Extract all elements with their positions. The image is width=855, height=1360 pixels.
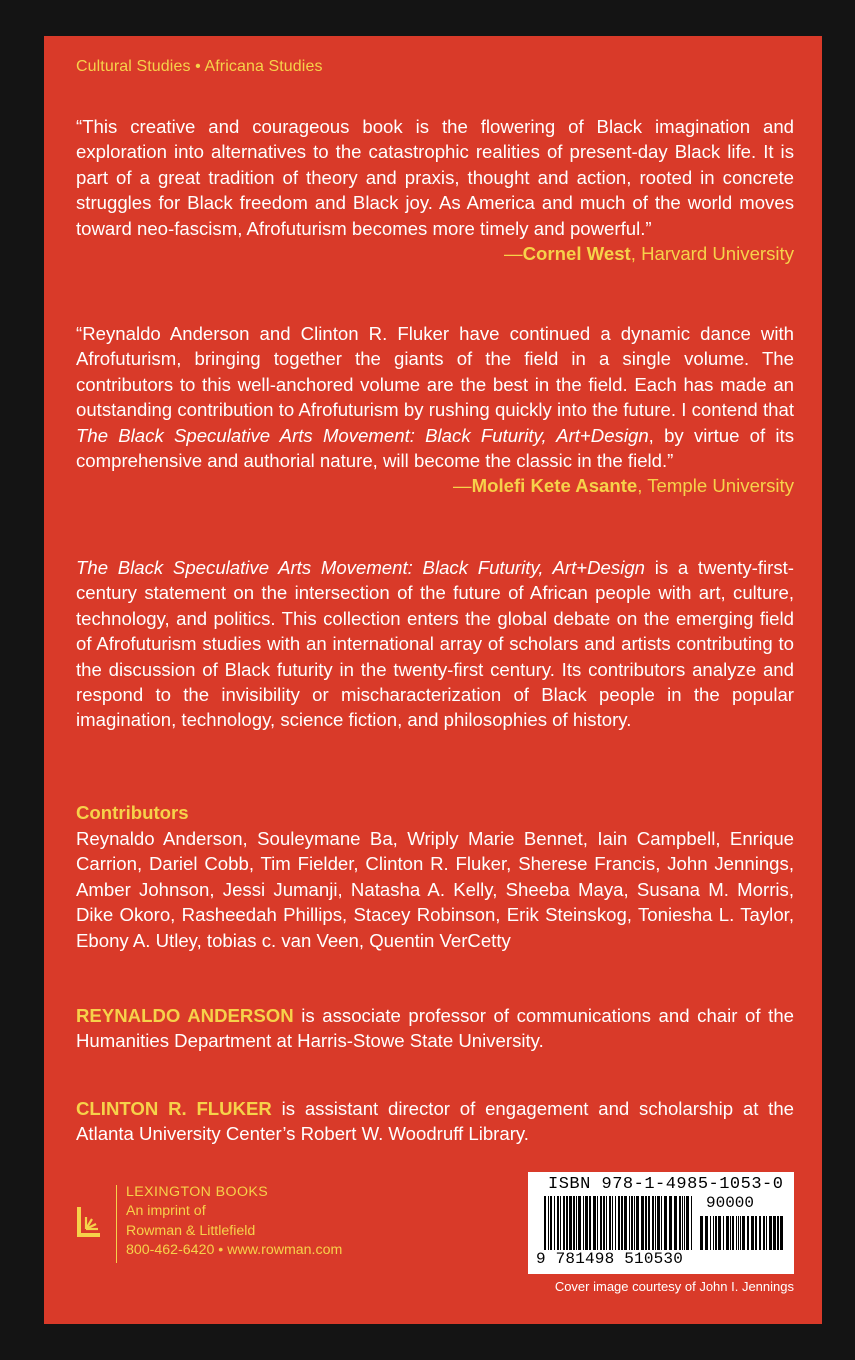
quote-author: Cornel West	[522, 243, 631, 265]
lexington-sunburst-icon	[76, 1205, 102, 1239]
editor-bio-text: is associate professor of communications and chair of the Humanities Department at Harris-Stowe State University.	[76, 1005, 795, 1052]
ean-barcode-bars	[544, 1196, 694, 1250]
editor-bio-text: is assistant director of engagement and scholarship at the Atlanta University Center’s Robert W. Woodruff Library.	[76, 1098, 794, 1145]
quote-text: “Reynaldo Anderson and Clinton R. Fluker have continued a dynamic dance with Afrofuturism, bringing together the giants of the field in a single volume. The contributors to this well-anchored volume are the best in the field. Each has made an outstanding contribution to Afrofuturism by rushing quickly into the future. I contend that The Black Speculative Arts Movement: Black Futurity, Art+Design, by virtue of its comprehensive and authorial nature, will become the classic in the field.”	[76, 323, 794, 472]
contributors-list: Reynaldo Anderson, Souleymane Ba, Wriply Marie Bennet, Iain Campbell, Enrique Carrion, Dariel Cobb, Tim Fielder, Clinton R. Fluker, Sherese Francis, John Jennings, Amber Johnson, Jessi Jumanji, Natasha A. Kelly, Sheeba Maya, Susana M. Morris, Dike Okoro, Rasheedah Phillips, Stacey Robinson, Erik Steinskog, Toniesha L. Taylor, Ebony A. Utley, tobias c. van Veen, Quentin VerCetty	[76, 828, 794, 951]
cover-image-credit: Cover image courtesy of John I. Jennings	[554, 1279, 794, 1294]
book-title: The Black Speculative Arts Movement: Black Futurity, Art+Design	[76, 424, 649, 446]
blurb-quote-2	[76, 321, 794, 499]
editor-name: CLINTON R. FLUKER	[76, 1098, 272, 1119]
publisher-text: LEXINGTON BOOKS An imprint of Rowman & Littlefield 800-462-6420 • www.rowman.com	[126, 1183, 342, 1261]
publisher-contact: 800-462-6420 • www.rowman.com	[126, 1242, 343, 1259]
price-addon-number: 90000	[706, 1194, 755, 1212]
isbn-text: ISBN 978-1-4985-1053-0	[548, 1175, 784, 1194]
quote-attribution: —Molefi Kete Asante, Temple University	[453, 475, 794, 497]
isbn-barcode	[528, 1172, 794, 1274]
divider	[116, 1185, 117, 1263]
editor-bio-1	[76, 1003, 794, 1054]
ean-number: 9 781498 510530	[536, 1250, 684, 1268]
publisher-imprint	[76, 1181, 376, 1271]
editor-name: REYNALDO ANDERSON	[76, 1005, 294, 1026]
editor-bio-2	[76, 1096, 794, 1147]
quote-affiliation: , Temple University	[637, 475, 794, 497]
quote-attribution: —Cornel West, Harvard University	[504, 243, 794, 265]
blurb-quote-1	[76, 114, 794, 266]
book-title: The Black Speculative Arts Movement: Black Futurity, Art+Design	[76, 557, 646, 578]
quote-text: “This creative and courageous book is the flowering of Black imagination and exploration into alternatives to the catastrophic realities of present-day Black life. It is part of a great tradition of theory and praxis, thought and action, rooted in concrete struggles for Black freedom and Black joy. As America and much of the world moves toward neo-fascism, Afrofuturism becomes more timely and powerful.”	[76, 116, 794, 239]
contributors-heading: Contributors	[76, 802, 189, 823]
addon-barcode-bars	[700, 1216, 784, 1250]
quote-affiliation: , Harvard University	[630, 243, 794, 265]
description-text: is a twenty-first-century statement on the intersection of the future of African people with art, culture, technology, and politics. This collection enters the global debate on the emerging field of Afrofuturism studies with an international array of scholars and artists contributing to the discussion of Black futurity in the twenty-first century. Its contributors analyze and respond to the invisibility or mischaracterization of Black people in the popular imagination, technology, science fiction, and philosophies of history.	[76, 557, 794, 731]
back-cover	[44, 36, 822, 1324]
book-description	[76, 555, 794, 733]
quote-author: Molefi Kete Asante	[471, 475, 638, 497]
subject-line: Cultural Studies • Africana Studies	[76, 58, 323, 75]
publisher-name: LEXINGTON BOOKS	[126, 1184, 269, 1200]
